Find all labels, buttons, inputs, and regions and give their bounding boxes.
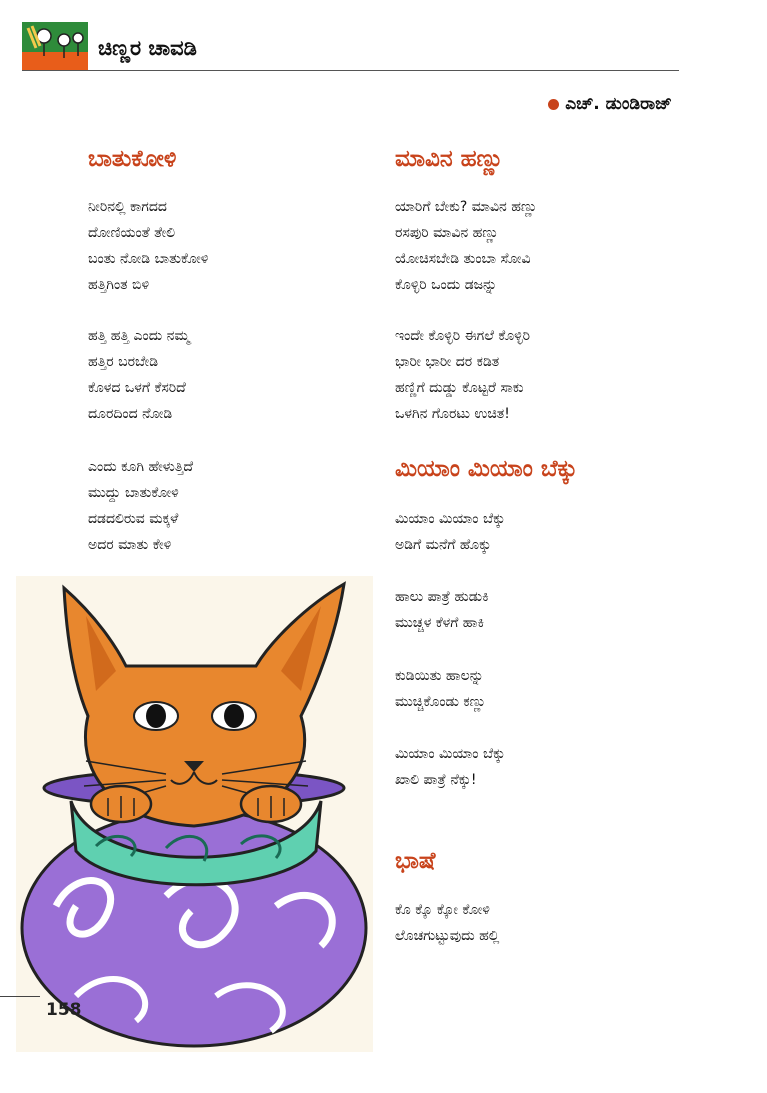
- poem-line: ಒಳಗಿನ ಗೊರಟು ಉಚಿತ!: [395, 406, 510, 422]
- footer-rule: [0, 996, 40, 997]
- poem-line: ಮಿಯಾಂ ಮಿಯಾಂ ಬೆಕ್ಕು: [395, 746, 506, 762]
- poem-duck-stanza-3: [88, 454, 193, 558]
- poem-cat-stanza-2: [395, 584, 489, 636]
- poem-line: ಕೊಳದ ಒಳಗೆ ಕೆಸರಿದೆ: [88, 380, 186, 396]
- poem-cat-stanza-1: [395, 506, 505, 558]
- poem-line: ಹತ್ತಿರ ಬರಬೇಡಿ: [88, 354, 159, 370]
- poem-title-mango: ಮಾವಿನ ಹಣ್ಣು: [395, 146, 504, 172]
- bullet-dot-icon: [548, 99, 559, 110]
- poem-line: ಹಾಲು ಪಾತ್ರೆ ಹುಡುಕಿ: [395, 589, 489, 605]
- poem-line: ಕುಡಿಯಿತು ಹಾಲನ್ನು: [395, 668, 484, 684]
- poem-line: ಮುಚ್ಚಳ ಕೆಳಗೆ ಹಾಕಿ: [395, 615, 485, 631]
- poem-line: ಲೊಚಗುಟ್ಟುವುದು ಹಲ್ಲಿ: [395, 928, 500, 944]
- poem-title-language: ಭಾಷೆ: [395, 848, 436, 874]
- poem-line: ಹತ್ತಿಗಿಂತ ಬಿಳಿ: [88, 277, 150, 293]
- children-logo-icon: [22, 22, 88, 70]
- poem-duck-stanza-1: [88, 194, 208, 298]
- poem-line: ಅದರ ಮಾತು ಕೇಳಿ: [88, 537, 172, 553]
- poem-line: ಖಾಲಿ ಪಾತ್ರೆ ನೆಕ್ಕು!: [395, 772, 477, 788]
- header-divider: [22, 70, 679, 71]
- poem-line: ಮುಚ್ಚಿಕೊಂಡು ಕಣ್ಣು: [395, 694, 487, 710]
- poem-line: ಇಂದೇ ಕೊಳ್ಳಿರಿ ಈಗಲೆ ಕೊಳ್ಳಿರಿ: [395, 328, 531, 344]
- poem-line: ಅಡಿಗೆ ಮನೆಗೆ ಹೊಕ್ಕು: [395, 537, 492, 553]
- poem-line: ರಸಪುರಿ ಮಾವಿನ ಹಣ್ಣು: [395, 225, 499, 241]
- author-byline: [548, 94, 672, 114]
- poem-cat-stanza-4: [395, 741, 505, 793]
- poem-line: ಬಂತು ನೋಡಿ ಬಾತುಕೋಳಿ: [88, 251, 209, 267]
- poem-line: ನೀರಿನಲ್ಲಿ ಕಾಗದದ: [88, 199, 167, 215]
- page-number: 158: [46, 1000, 82, 1020]
- poem-cat-stanza-3: [395, 663, 486, 715]
- cat-in-pot-illustration: [16, 576, 373, 1052]
- poem-line: ದೋಣಿಯಂತೆ ತೇಲಿ: [88, 225, 176, 241]
- poem-title-duck: ಬಾತುಕೋಳಿ: [88, 146, 177, 172]
- poem-line: ದಡದಲಿರುವ ಮಕ್ಕಳೆ: [88, 511, 179, 527]
- poem-title-cat: ಮಿಯಾಂ ಮಿಯಾಂ ಬೆಕ್ಕು: [395, 456, 578, 482]
- poem-duck-stanza-2: [88, 323, 190, 427]
- poem-line: ಮಿಯಾಂ ಮಿಯಾಂ ಬೆಕ್ಕು: [395, 511, 506, 527]
- author-name: ಎಚ್. ಡುಂಡಿರಾಜ್: [565, 94, 672, 114]
- poem-line: ಕೊ ಕ್ಕೊ ಕ್ಕೋ ಕೋಳಿ: [395, 902, 490, 918]
- poem-line: ಮುದ್ದು ಬಾತುಕೋಳಿ: [88, 485, 179, 501]
- poem-mango-stanza-2: [395, 323, 530, 427]
- poem-line: ಹತ್ತಿ ಹತ್ತಿ ಎಂದು ನಮ್ಮ: [88, 328, 190, 344]
- poem-line: ಹಣ್ಣಿಗೆ ದುಡ್ಡು ಕೊಟ್ಟರೆ ಸಾಕು: [395, 380, 524, 396]
- poem-line: ಯಾರಿಗೆ ಬೇಕು? ಮಾವಿನ ಹಣ್ಣು: [395, 199, 538, 215]
- poem-line: ಭಾರೀ ಭಾರೀ ದರ ಕಡಿತ: [395, 354, 500, 370]
- poem-line: ಕೊಳ್ಳಿರಿ ಒಂದು ಡಜನ್ನು: [395, 277, 498, 293]
- poem-line: ದೂರದಿಂದ ನೋಡಿ: [88, 406, 173, 422]
- section-title: ಚಿಣ್ಣರ ಚಾವಡಿ: [98, 36, 197, 60]
- poem-language-stanza-1: [395, 897, 499, 949]
- poem-line: ಯೋಚಿಸಬೇಡಿ ತುಂಬಾ ಸೋವಿ: [395, 251, 531, 267]
- poem-mango-stanza-1: [395, 194, 537, 298]
- poem-line: ಎಂದು ಕೂಗಿ ಹೇಳುತ್ತಿದೆ: [88, 459, 194, 475]
